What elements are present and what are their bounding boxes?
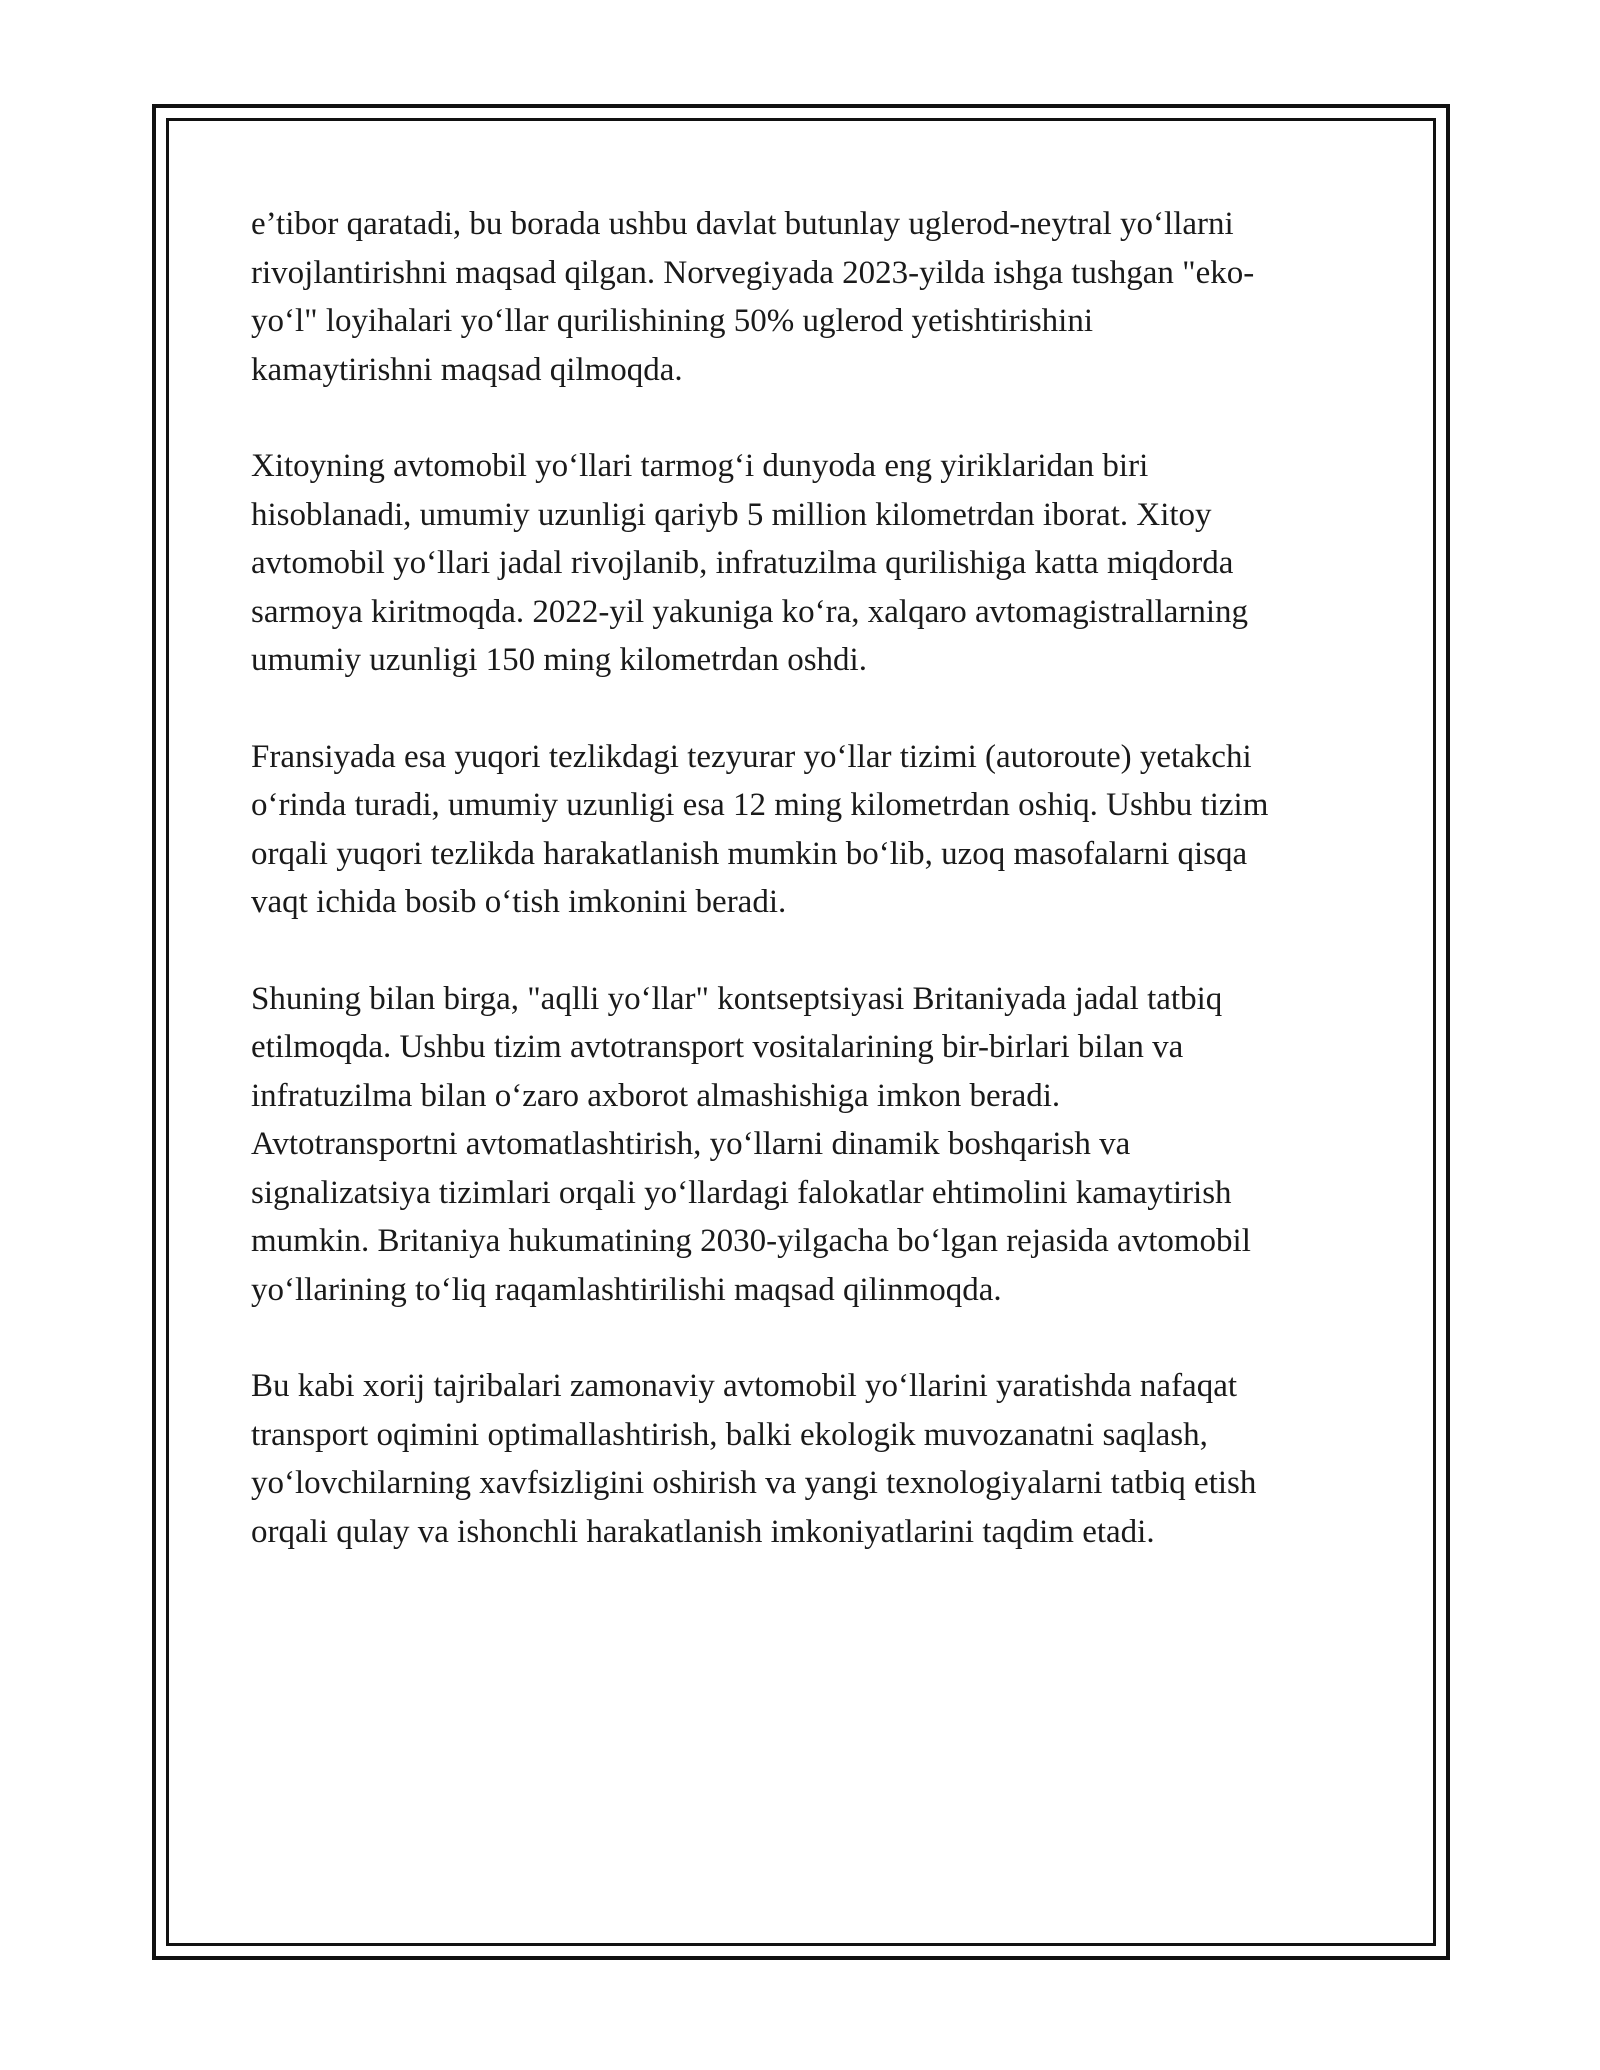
page-border-inner xyxy=(166,118,1436,1946)
paragraph-4: Shuning bilan birga, "aqlli yo‘llar" kontseptsiyasi Britaniyada jadal tatbiq etilmoqda. Ushbu tizim avtotransport vositalarining bir-birlari bilan va infratuzilma bilan o‘zaro axborot almashishiga imkon beradi. Avtotransportni avtomatlashtirish, yo‘llarni dinamik boshqarish va signalizatsiya tizimlari orqali yo‘llardagi falokatlar ehtimolini kamaytirish mumkin. Britaniya hukumatining 2030-yilgacha bo‘lgan rejasida avtomobil yo‘llarining to‘liq raqamlashtirilishi maqsad qilinmoqda. xyxy=(251,980,1251,1308)
page-border-outer xyxy=(152,104,1450,1960)
document-body xyxy=(251,200,1391,1604)
paragraph-2: Xitoyning avtomobil yo‘llari tarmog‘i dunyoda eng yiriklaridan biri hisoblanadi, umumiy uzunligi qariyb 5 million kilometrdan iborat. Xitoy avtomobil yo‘llari jadal rivojlanib, infratuzilma qurilishiga katta miqdorda sarmoya kiritmoqda. 2022-yil yakuniga ko‘ra, xalqaro avtomagistrallarning umumiy uzunligi 150 ming kilometrdan oshdi. xyxy=(251,448,1249,678)
paragraph-3: Fransiyada esa yuqori tezlikdagi tezyurar yo‘llar tizimi (autoroute) yetakchi o‘rinda turadi, umumiy uzunligi esa 12 ming kilometrdan oshiq. Ushbu tizim orqali yuqori tezlikda harakatlanish mumkin bo‘lib, uzoq masofalarni qisqa vaqt ichida bosib o‘tish imkonini beradi. xyxy=(251,738,1269,920)
paragraph-1: e’tibor qaratadi, bu borada ushbu davlat butunlay uglerod-neytral yo‘llarni rivojlantirishni maqsad qilgan. Norvegiyada 2023-yilda ishga tushgan "eko- yo‘l" loyihalari yo‘llar qurilishining 50% uglerod yetishtirishini kamaytirishni maqsad qilmoqda. xyxy=(251,206,1255,388)
paragraph-5: Bu kabi xorij tajribalari zamonaviy avtomobil yo‘llarini yaratishda nafaqat transport oqimini optimallashtirish, balki ekologik muvozanatni saqlash, yo‘lovchilarning xavfsizligini oshirish va yangi texnologiyalarni tatbiq etish orqali qulay va ishonchli harakatlanish imkoniyatlarini taqdim etadi. xyxy=(251,1368,1257,1550)
